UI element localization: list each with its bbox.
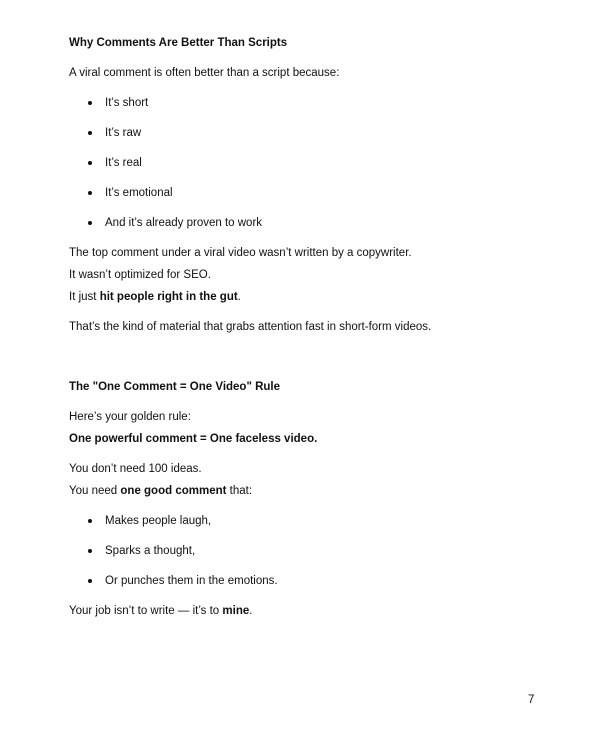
paragraph-ideas: You don’t need 100 ideas. (69, 463, 202, 475)
golden-rule-text: One powerful comment = One faceless video. (69, 433, 318, 445)
page-number: 7 (528, 694, 535, 706)
emphasis-text: mine (222, 605, 250, 617)
paragraph-closing: Your job isn’t to write — it’s to mine. (69, 605, 253, 617)
emphasis-text: hit people right in the gut (99, 291, 238, 303)
document-page: Why Comments Are Better Than Scripts A viral comment is often better than a script because: It’s short It’s raw It’s real It’s emotional And it’s already proven to work The top comment under a viral video wasn’t written by a copywriter. It wasn’t optimized for SEO. It just hit people right in the gut. That’s the kind of material that grabs attention fast in short-form videos. The "One Comment = One Video" Rule Here’s your golden rule: One powerful comment = One faceless video. You don’t need 100 ideas. You need one good comment that: Makes people laugh, Sparks a thought, Or punches them in the emotions. Your job isn’t to write — it’s to mine. 7 (69, 37, 535, 706)
bullet-icon (88, 579, 92, 583)
paragraph-short-form: That’s the kind of material that grabs attention fast in short-form videos. (69, 321, 432, 333)
paragraph-seo: It wasn’t optimized for SEO. (69, 269, 211, 281)
paragraph-copywriter: The top comment under a viral video wasn’t written by a copywriter. (69, 247, 412, 259)
bullet-icon (88, 549, 92, 553)
emphasis-text: one good comment (120, 485, 227, 497)
bullet-icon (88, 221, 92, 225)
bullet-icon (88, 191, 92, 195)
bullet-icon (88, 131, 92, 135)
paragraph-gut: It just hit people right in the gut. (69, 291, 241, 303)
paragraph-good-comment: You need one good comment that: (69, 485, 253, 497)
bullet-icon (88, 161, 92, 165)
section2-intro: Here’s your golden rule: (69, 411, 191, 423)
section-heading-one-comment-rule: The "One Comment = One Video" Rule (69, 381, 281, 393)
bullet-icon (88, 101, 92, 105)
section-heading-comments-vs-scripts: Why Comments Are Better Than Scripts (69, 37, 288, 49)
bullet-icon (88, 519, 92, 523)
section1-intro: A viral comment is often better than a script because: (69, 67, 340, 79)
